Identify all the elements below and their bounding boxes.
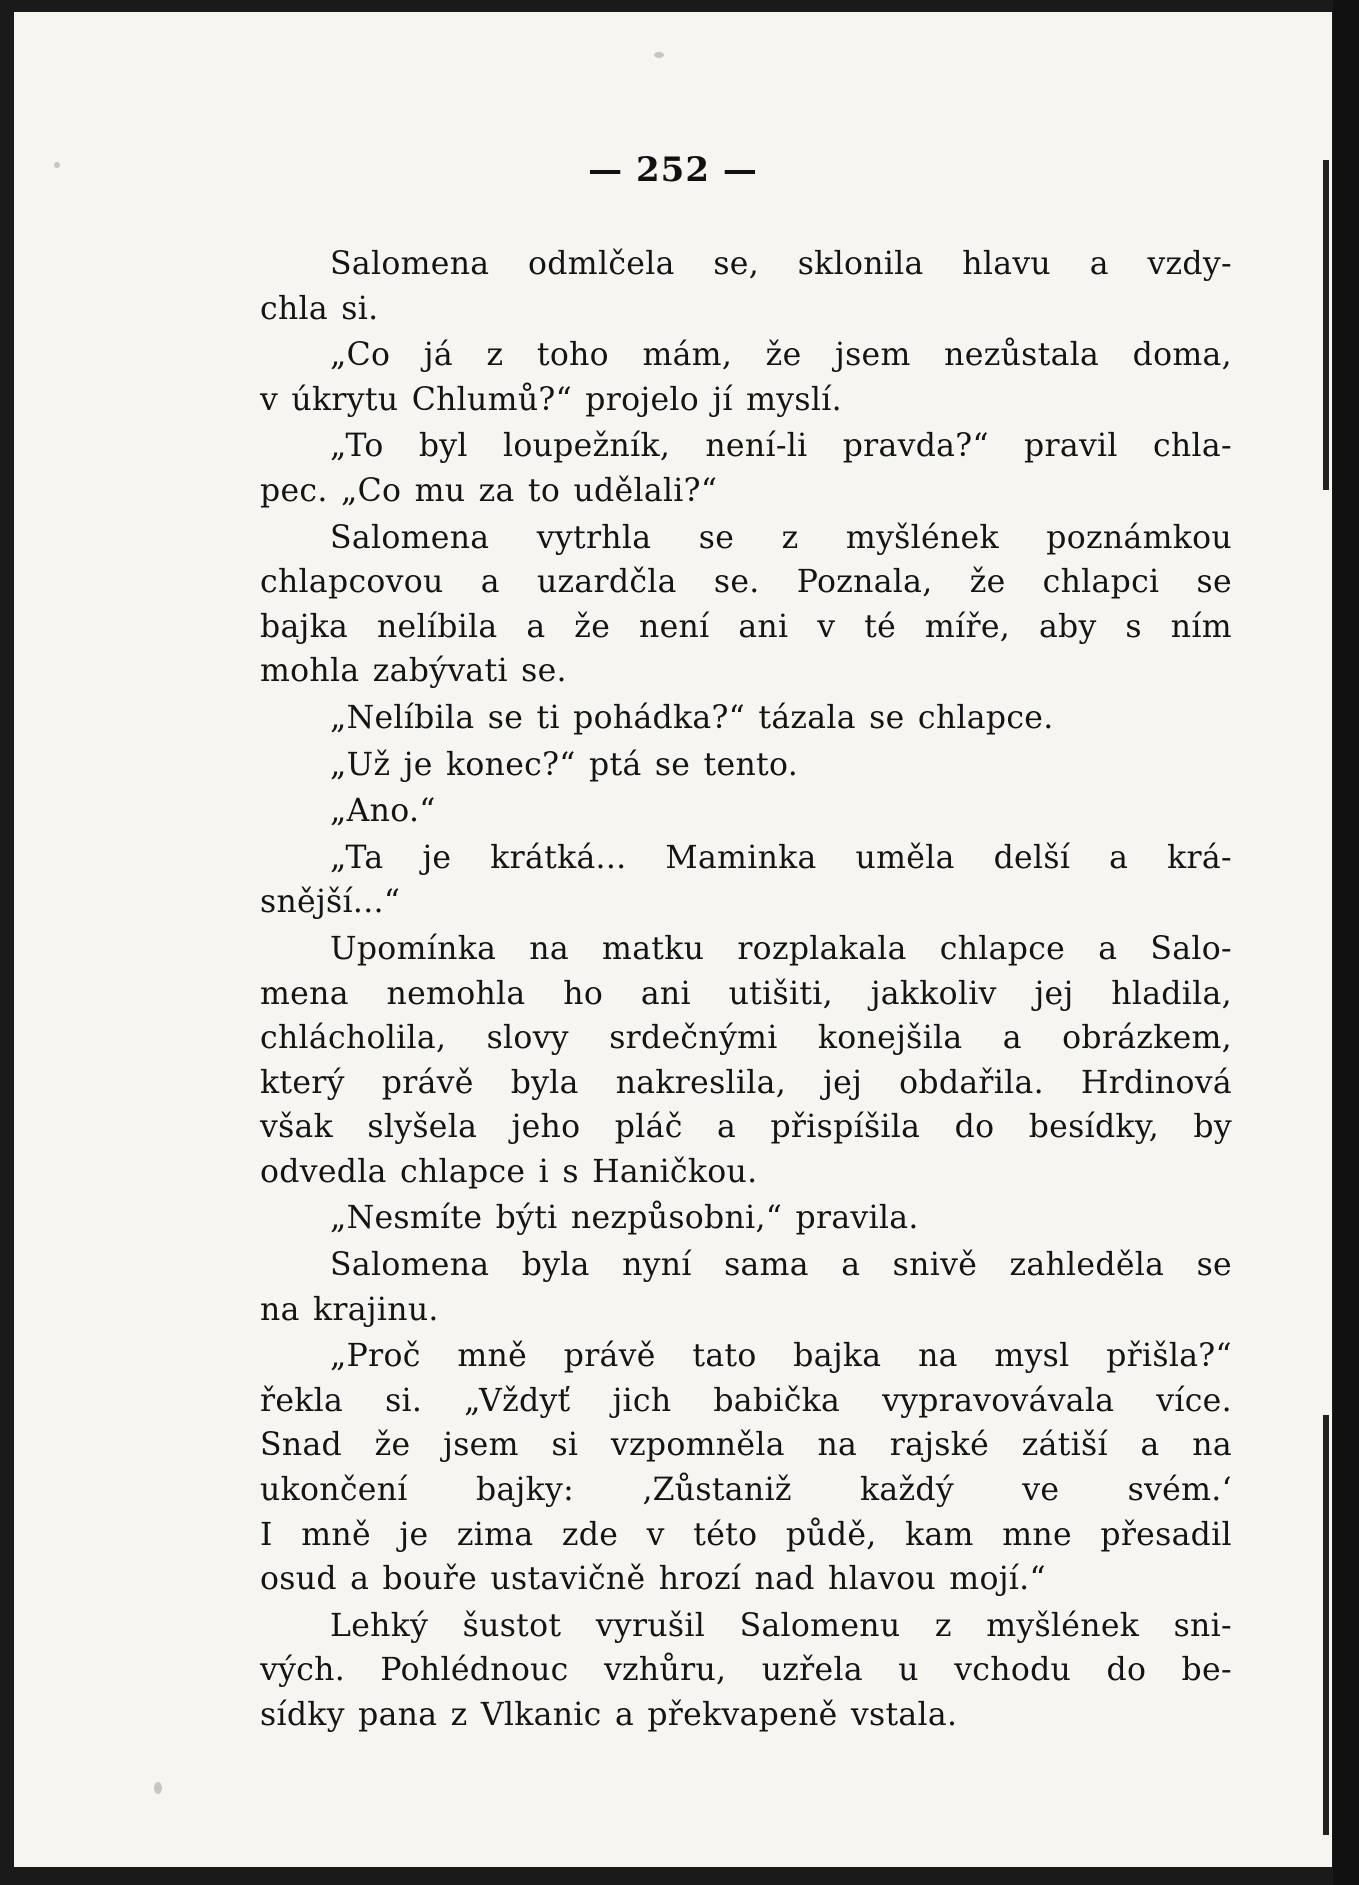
text-line xyxy=(260,1513,1232,1558)
word: ani xyxy=(738,608,789,645)
word: be- xyxy=(1181,1652,1232,1689)
word: doma, xyxy=(1132,337,1232,374)
text-line: pec. „Co mu za to udělali?“ xyxy=(260,472,718,509)
word: míře, xyxy=(924,608,1011,645)
word: nakreslila, xyxy=(615,1064,787,1101)
word: bajka xyxy=(260,608,349,645)
word: se, xyxy=(713,246,760,282)
word: přispíšila xyxy=(770,1109,921,1146)
word: konejšila xyxy=(817,1020,963,1057)
word: do xyxy=(954,1109,995,1146)
word: ani xyxy=(640,975,691,1012)
text-line: na krajinu. xyxy=(260,1291,439,1328)
word: si. xyxy=(385,1382,423,1419)
word: přesadil xyxy=(1100,1516,1232,1553)
text-line: „Nesmíte býti nezpůsobni,“ pravila. xyxy=(330,1200,919,1237)
print-smudge xyxy=(654,52,664,58)
word: zátiší xyxy=(1021,1427,1108,1464)
word: vypravovávala xyxy=(882,1382,1115,1419)
text-line xyxy=(260,424,1232,469)
word: „To xyxy=(330,428,384,465)
word: jej xyxy=(823,1064,863,1101)
word: obdařila. xyxy=(899,1064,1044,1101)
text-line xyxy=(260,1016,1232,1061)
text-line xyxy=(260,1379,1232,1424)
scan-edge-shadow xyxy=(1323,1415,1329,1835)
word: a xyxy=(1089,246,1109,282)
word: mena xyxy=(260,975,349,1012)
word: a xyxy=(1002,1020,1022,1057)
word: uzardčla xyxy=(536,564,677,601)
word: byla xyxy=(510,1064,579,1101)
word: více. xyxy=(1156,1382,1232,1419)
word: bajka xyxy=(793,1338,882,1375)
word: zima xyxy=(456,1516,534,1553)
word: ho xyxy=(563,975,604,1012)
paragraph xyxy=(260,424,1232,513)
word: sni- xyxy=(1173,1607,1232,1644)
word: se xyxy=(1196,564,1232,601)
word: této xyxy=(693,1516,758,1553)
text-line: chla si. xyxy=(260,290,379,327)
word: vých. xyxy=(260,1652,346,1689)
word: že xyxy=(574,608,611,645)
word: se xyxy=(698,519,735,556)
word: uzřela xyxy=(761,1652,863,1689)
word: hlavu xyxy=(962,246,1052,282)
word: té xyxy=(864,608,897,645)
text-line xyxy=(260,516,1232,561)
word: rozplakala xyxy=(737,930,907,967)
word: pravda?“ xyxy=(842,428,989,465)
word: se. xyxy=(713,564,760,601)
word: „Ta xyxy=(330,839,384,876)
word: z xyxy=(781,519,799,556)
word: na xyxy=(1192,1427,1232,1464)
word: jakkoliv xyxy=(870,975,997,1012)
word: slovy xyxy=(486,1020,569,1057)
word: vzdy- xyxy=(1147,246,1232,282)
word: vzhůru, xyxy=(603,1652,727,1689)
paragraph xyxy=(260,696,1232,741)
word: chlácholila, xyxy=(260,1020,447,1057)
word: Lehký xyxy=(330,1607,429,1644)
word: na xyxy=(817,1427,858,1464)
word: si xyxy=(551,1427,579,1464)
word: obrázkem, xyxy=(1062,1020,1232,1057)
word: ve xyxy=(1022,1472,1060,1509)
word: mysl xyxy=(994,1338,1070,1375)
word: Salomena xyxy=(330,519,490,556)
word: nemohla xyxy=(386,975,526,1012)
word: „Proč xyxy=(330,1338,421,1375)
word: odmlčela xyxy=(528,246,675,282)
word: právě xyxy=(381,1064,474,1101)
word: vzpomněla xyxy=(610,1427,785,1464)
text-line: mohla zabývati se. xyxy=(260,653,567,690)
word: nelíbila xyxy=(376,608,498,645)
paragraph xyxy=(260,333,1232,422)
word: ním xyxy=(1170,608,1232,645)
text-line xyxy=(260,1423,1232,1468)
word: právě xyxy=(563,1338,656,1375)
word: z xyxy=(486,337,504,374)
word: chlapce xyxy=(939,930,1066,967)
word: není xyxy=(638,608,710,645)
text-line xyxy=(260,560,1232,605)
word: Hrdinová xyxy=(1080,1064,1232,1101)
word: jich xyxy=(612,1382,672,1419)
word: který xyxy=(260,1064,345,1101)
paragraph xyxy=(260,1334,1232,1602)
word: mne xyxy=(1002,1516,1072,1553)
word: zde xyxy=(561,1516,619,1553)
scan-edge xyxy=(1333,0,1359,1885)
word: jsem xyxy=(835,337,911,374)
word: Poznala, xyxy=(796,564,933,601)
word: by xyxy=(1193,1109,1232,1146)
word: rajské xyxy=(889,1427,990,1464)
word: a xyxy=(480,564,500,601)
text-line xyxy=(260,333,1232,378)
word: I xyxy=(260,1516,273,1553)
word: svém.‘ xyxy=(1127,1472,1232,1509)
word: Snad xyxy=(260,1427,343,1464)
word: chla- xyxy=(1152,428,1232,465)
scan-edge-shadow xyxy=(1323,160,1329,490)
text-line xyxy=(260,242,1232,287)
word: byl xyxy=(418,428,468,465)
text-line: „Nelíbila se ti pohádka?“ tázala se chlapce. xyxy=(330,699,1054,736)
text-line xyxy=(260,1334,1232,1379)
paragraph xyxy=(260,516,1232,694)
word: uměla xyxy=(855,839,955,876)
word: aby xyxy=(1038,608,1097,645)
word: snivě xyxy=(892,1247,978,1284)
book-page xyxy=(14,12,1332,1867)
word: myšlének xyxy=(845,519,999,556)
word: pláč xyxy=(614,1109,683,1146)
word: Salomenu xyxy=(739,1607,901,1644)
word: Salomena xyxy=(330,1247,490,1284)
word: je xyxy=(422,839,452,876)
word: s xyxy=(1125,608,1142,645)
word: srdečnými xyxy=(609,1020,778,1057)
word: „Vždyť xyxy=(464,1382,571,1419)
text-line xyxy=(260,1061,1232,1106)
word: hladila, xyxy=(1111,975,1232,1012)
word: tato xyxy=(692,1338,757,1375)
paragraph xyxy=(260,836,1232,925)
word: sklonila xyxy=(797,246,924,282)
word: z xyxy=(934,1607,952,1644)
paragraph xyxy=(260,743,1232,788)
word: je xyxy=(399,1516,429,1553)
word: byla xyxy=(521,1247,590,1284)
word: půdě, xyxy=(785,1516,877,1553)
page-number: — 2​52 — xyxy=(588,150,758,190)
word: poznámkou xyxy=(1046,519,1232,556)
word: v xyxy=(646,1516,665,1553)
word: Maminka xyxy=(665,839,817,876)
word: já xyxy=(423,337,453,374)
word: u xyxy=(898,1652,919,1689)
paragraph xyxy=(260,1196,1232,1241)
word: Salo- xyxy=(1150,930,1232,967)
text-line xyxy=(260,1468,1232,1513)
word: krátká... xyxy=(490,839,627,876)
word: šustot xyxy=(462,1607,562,1644)
word: na xyxy=(918,1338,958,1375)
text-line xyxy=(260,972,1232,1017)
word: loupežník, xyxy=(502,428,671,465)
word: vyrušil xyxy=(595,1607,706,1644)
text-line: „Ano.“ xyxy=(330,793,436,830)
word: a xyxy=(841,1247,861,1284)
word: chlapci xyxy=(1042,564,1160,601)
word: se xyxy=(1196,1247,1232,1284)
word: nezůstala xyxy=(944,337,1100,374)
word: babička xyxy=(713,1382,841,1419)
paragraph xyxy=(260,927,1232,1195)
word: utišiti, xyxy=(728,975,833,1012)
text-line: sídky pana z Vlkanic a překvapeně vstala. xyxy=(260,1697,958,1733)
word: besídky, xyxy=(1028,1109,1160,1146)
text-line xyxy=(260,927,1232,972)
text-line xyxy=(260,1105,1232,1150)
body-text xyxy=(260,242,1232,1738)
word: krá- xyxy=(1167,839,1232,876)
text-line xyxy=(260,836,1232,881)
text-line: v úkrytu Chlumů?“ projelo jí myslí. xyxy=(260,381,842,418)
word: kam xyxy=(905,1516,974,1553)
word: že xyxy=(969,564,1006,601)
word: slyšela xyxy=(367,1109,478,1146)
word: mně xyxy=(301,1516,371,1553)
word: řekla xyxy=(260,1382,344,1419)
text-line: snější...“ xyxy=(260,884,401,921)
word: že xyxy=(374,1427,411,1464)
word: Salomena xyxy=(330,246,490,282)
word: toho xyxy=(536,337,609,374)
word: nyní xyxy=(622,1247,692,1284)
word: delší xyxy=(993,839,1071,876)
print-smudge xyxy=(154,1782,162,1794)
paragraph xyxy=(260,1243,1232,1332)
word: „Co xyxy=(330,337,391,374)
word: na xyxy=(529,930,569,967)
paragraph xyxy=(260,242,1232,331)
word: matku xyxy=(602,930,705,967)
text-line: odvedla chlapce i s Haničkou. xyxy=(260,1153,758,1190)
word: že xyxy=(765,337,802,374)
word: vytrhla xyxy=(536,519,652,556)
word: zahleděla xyxy=(1009,1247,1165,1284)
word: přišla?“ xyxy=(1106,1338,1232,1375)
word: Upomínka xyxy=(330,930,497,967)
word: a xyxy=(1098,930,1118,967)
word: a xyxy=(1140,1427,1160,1464)
text-line xyxy=(260,1604,1232,1649)
word: v xyxy=(817,608,836,645)
text-line xyxy=(260,1648,1232,1693)
word: a xyxy=(717,1109,737,1146)
word: a xyxy=(1109,839,1129,876)
word: chlapcovou xyxy=(260,564,444,601)
word: každý xyxy=(860,1472,954,1509)
word: pravil xyxy=(1024,428,1118,465)
word: ‚Zůstaniž xyxy=(642,1472,792,1509)
text-line: „Už je konec?“ ptá se tento. xyxy=(330,746,799,783)
word: do xyxy=(1106,1652,1147,1689)
text-line xyxy=(260,1243,1232,1288)
word: ukončení xyxy=(260,1472,408,1509)
text-line: osud a bouře ustavičně hrozí nad hlavou mojí.“ xyxy=(260,1561,1046,1598)
word: sama xyxy=(724,1247,809,1284)
paragraph xyxy=(260,789,1232,834)
word: jej xyxy=(1034,975,1074,1012)
word: jsem xyxy=(443,1427,519,1464)
word: myšlének xyxy=(986,1607,1140,1644)
word: vchodu xyxy=(954,1652,1072,1689)
word: však xyxy=(260,1109,334,1146)
word: a xyxy=(526,608,546,645)
text-line xyxy=(260,605,1232,650)
word: bajky: xyxy=(475,1472,574,1509)
word: Pohlédnouc xyxy=(380,1652,569,1689)
paragraph xyxy=(260,1604,1232,1738)
word: jeho xyxy=(511,1109,581,1146)
word: mám, xyxy=(642,337,733,374)
word: mně xyxy=(457,1338,528,1375)
word: není-li xyxy=(705,428,808,465)
